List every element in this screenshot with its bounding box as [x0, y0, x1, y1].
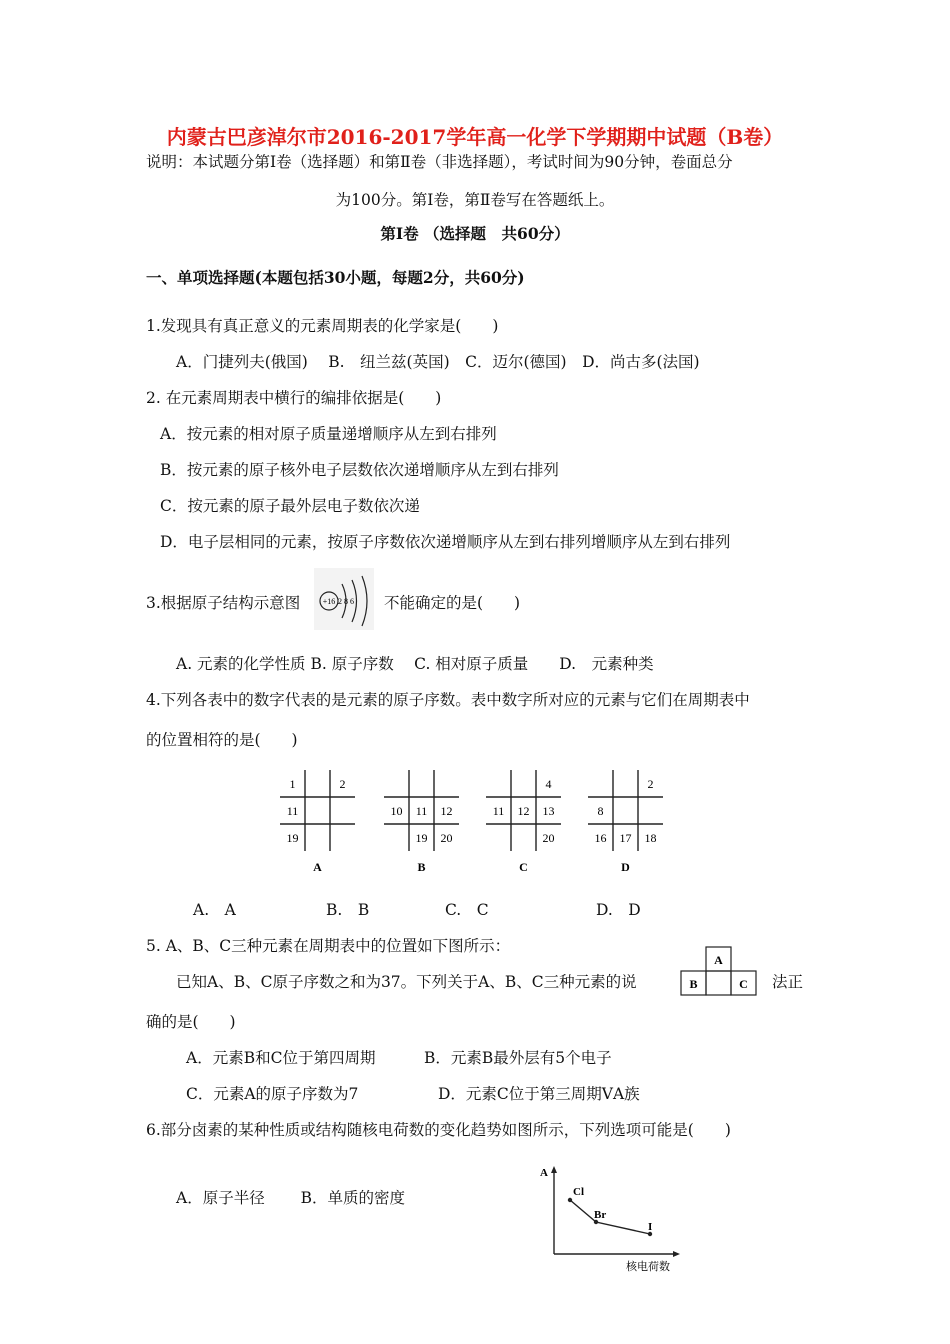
table-label: A: [313, 860, 322, 874]
q5-line-2: 已知A、B、C原子序数之和为37。下列关于A、B、C三种元素的说: [176, 973, 637, 991]
nucleus-label: +16: [322, 597, 336, 606]
exam-title: 内蒙古巴彦淖尔市2016-2017学年高一化学下学期期中试题（B卷）: [166, 125, 784, 149]
table-label: C: [519, 860, 528, 874]
q5-option-b: B．元素B最外层有5个电子: [424, 1049, 612, 1067]
table-option-a: [280, 770, 355, 874]
y-axis-arrow: [551, 1166, 557, 1173]
q5-option-d: D．元素C位于第三周期ⅤA族: [438, 1085, 640, 1103]
table-label: B: [417, 860, 426, 874]
q4-option-d: D. D: [596, 901, 641, 919]
table-cell-value: 12: [440, 804, 453, 818]
table-label: D: [621, 860, 630, 874]
electron-shells-label: 2 8 6: [338, 597, 354, 606]
q2-stem: 2. 在元素周期表中横行的编排依据是( ): [146, 389, 442, 407]
label-cl: Cl: [573, 1186, 584, 1198]
q4-stem-line-2: 的位置相符的是( ): [146, 731, 298, 749]
table-cell-value: 4: [545, 777, 552, 791]
table-cell-value: 2: [339, 777, 346, 791]
grid-cell-b: B: [689, 977, 698, 991]
section-heading: 第Ⅰ卷 （选择题 共60分）: [380, 224, 570, 243]
table-cell-value: 11: [415, 804, 428, 818]
q5-option-c: C．元素A的原子序数为7: [186, 1085, 359, 1103]
part-heading: 一、单项选择题(本题包括30小题，每题2分，共60分): [146, 268, 525, 287]
q4-option-a: A. A: [193, 901, 236, 919]
q5-line-3: 确的是( ): [146, 1013, 236, 1031]
q2-option-b: B．按元素的原子核外电子层数依次递增顺序从左到右排列: [160, 461, 559, 479]
note-line-1: 说明：本试题分第Ⅰ卷（选择题）和第Ⅱ卷（非选择题），考试时间为90分钟，卷面总分: [146, 153, 733, 171]
q4-option-c: C. C: [445, 901, 489, 919]
q3-stem-post: 不能确定的是( ): [384, 594, 521, 612]
q4-stem-line-1: 4.下列各表中的数字代表的是元素的原子序数。表中数字所对应的元素与它们在周期表中: [146, 691, 750, 709]
q6-options: A．原子半径 B．单质的密度: [176, 1189, 406, 1207]
q5-option-a: A．元素B和C位于第四周期: [186, 1049, 376, 1067]
table-cell-value: 18: [644, 831, 657, 845]
table-option-d: [588, 770, 663, 874]
label-br: Br: [594, 1209, 607, 1221]
table-cell-value: 8: [597, 804, 604, 818]
trend-line: [570, 1200, 653, 1234]
q1-options: A．门捷列夫(俄国) B. 纽兰兹(英国) C．迈尔(德国) D．尚古多(法国): [176, 353, 700, 371]
table-cell-value: 19: [286, 831, 299, 845]
q3-options: A. 元素的化学性质 B. 原子序数 C. 相对原子质量 D. 元素种类: [176, 655, 654, 673]
table-cell-value: 2: [647, 777, 654, 791]
table-cell-value: 12: [517, 804, 530, 818]
point-cl: [568, 1198, 572, 1202]
table-cell-value: 20: [440, 831, 453, 845]
table-cell-value: 16: [594, 831, 607, 845]
table-option-c: [486, 770, 561, 874]
table-cell-value: 11: [492, 804, 505, 818]
table-cell-value: 1: [289, 777, 296, 791]
note-line-2: 为100分。第Ⅰ卷，第Ⅱ卷写在答题纸上。: [335, 191, 615, 209]
abc-position-grid: [680, 946, 758, 998]
q2-option-a: A．按元素的相对原子质量递增顺序从左到右排列: [160, 425, 497, 443]
x-axis-arrow: [673, 1251, 680, 1257]
atom-structure-diagram: [314, 568, 374, 630]
table-cell-value: 19: [415, 831, 428, 845]
q2-option-c: C．按元素的原子最外层电子数依次递: [160, 497, 420, 515]
table-cell-value: 17: [619, 831, 632, 845]
table-cell-value: 11: [286, 804, 299, 818]
grid-cell-a: A: [714, 953, 723, 967]
q5-stem: 5. A、B、C三种元素在周期表中的位置如下图所示：: [146, 937, 511, 955]
x-axis-label: 核电荷数: [626, 1261, 670, 1273]
q2-option-d: D．电子层相同的元素，按原子序数依次递增顺序从左到右排列增顺序从左到右排列: [160, 533, 731, 551]
y-axis-label: A: [540, 1167, 548, 1179]
table-cell-value: 10: [390, 804, 403, 818]
grid-cell-c: C: [739, 977, 748, 991]
halogen-trend-chart: [538, 1164, 688, 1276]
label-i: I: [648, 1221, 653, 1233]
periodic-table-options: [280, 764, 680, 884]
q5-line-2-end: 法正: [772, 973, 804, 991]
q3-stem-pre: 3.根据原子结构示意图: [146, 594, 301, 612]
table-cell-value: 13: [542, 804, 555, 818]
table-cell-value: 20: [542, 831, 555, 845]
q4-option-b: B. B: [326, 901, 370, 919]
table-option-b: [384, 770, 459, 874]
q6-stem: 6.部分卤素的某种性质或结构随核电荷数的变化趋势如图所示，下列选项可能是( ): [146, 1121, 731, 1139]
q1-stem: 1.发现具有真正意义的元素周期表的化学家是( ): [146, 317, 499, 335]
